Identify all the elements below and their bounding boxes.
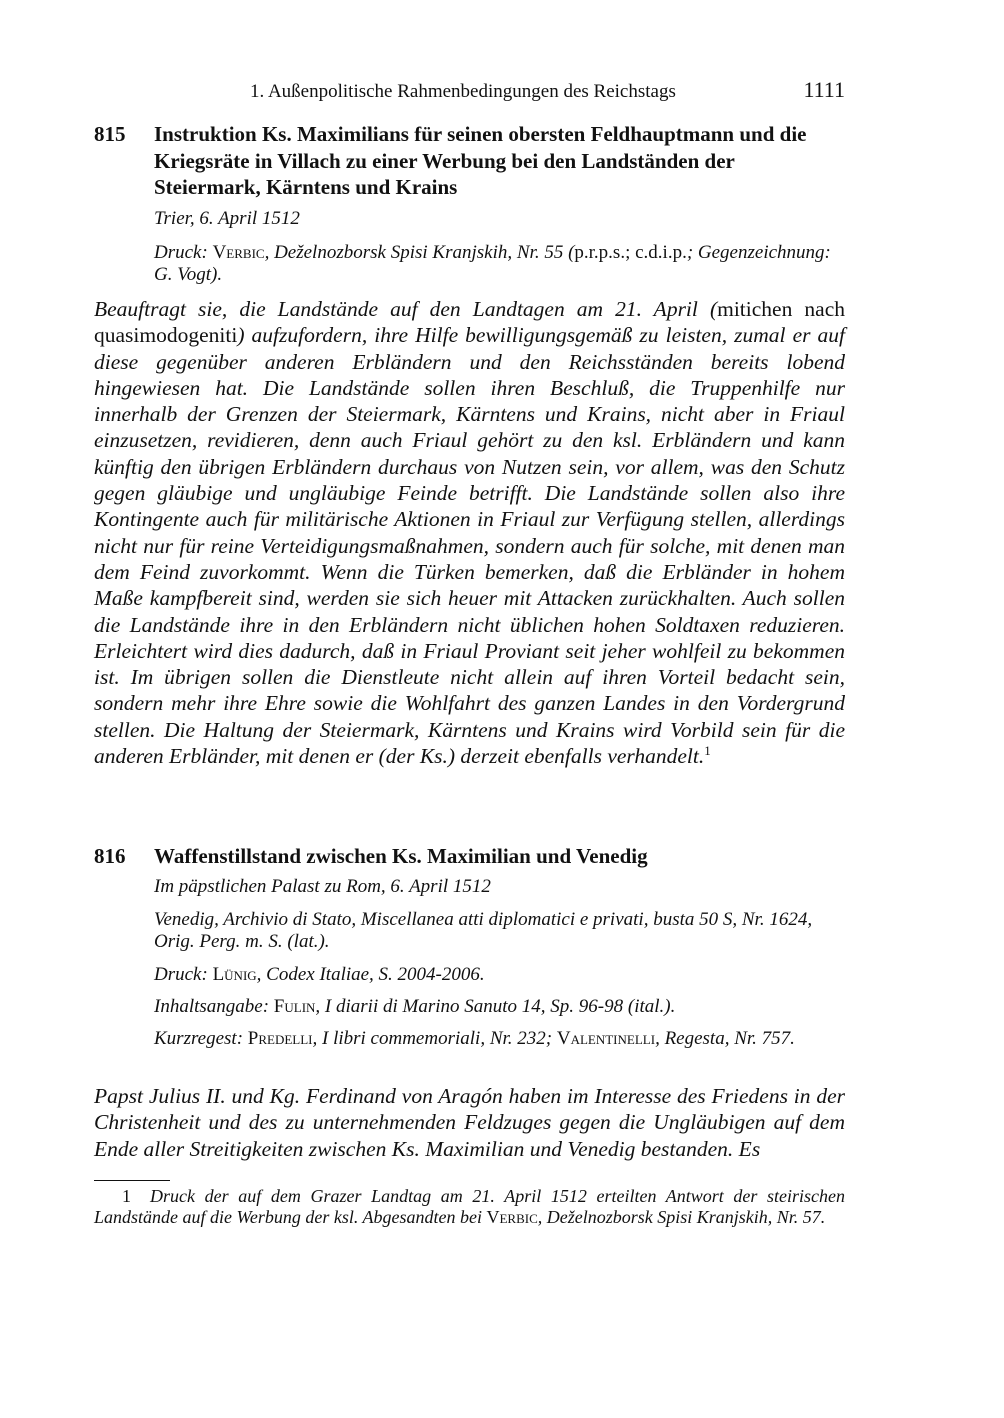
entry-815-heading [94,121,845,201]
entry-816-title: Waffenstillstand zwischen Ks. Maximilian und Venedig [154,844,648,868]
footnote-text: Druck der auf dem Grazer Landtag am 21. April 1512 erteilten Antwort der steirischen Landstände auf die Werbung der ksl. Abgesandten bei [94,1186,845,1227]
regest-text-start: Beauftragt sie, die Landstände auf den Landtagen am 21. April ( [94,297,718,321]
kurz-label: Kurzregest: [154,1028,244,1049]
kurz-author-1: Predelli [247,1028,313,1049]
entry-816-place-date: Im päpstlichen Palast zu Rom, 6. April 1512 [154,876,491,897]
entry-816-kurzregest [154,1028,845,1050]
entry-816-regest: Papst Julius II. und Kg. Ferdinand von Aragón haben im Interesse des Friedens in der Christenheit und des zu unternehmenden Feldzuges gegen die Ungläubigen auf dem Ende aller Streitigkeiten zwischen Ks. Maximilian und Venedig bestanden. Es [94,1084,845,1161]
entry-815-druck [154,242,845,286]
kurz-work-1: , I libri commemoriali, Nr. 232; [312,1028,553,1049]
entry-816-inhaltsangabe [154,996,845,1018]
footnote-author: Verbic [486,1207,538,1227]
druck-label: Druck: [154,242,208,263]
druck-work: , Deželnozborsk Spisi Kranjskih, Nr. 55 ( [264,242,575,263]
entry-815-number: 815 [94,122,126,146]
entry-816-number: 816 [94,844,126,868]
footnote [94,1186,845,1228]
entry-815-regest [94,296,845,769]
entry-816-druck [154,964,845,986]
footnote-rule [94,1180,170,1181]
entry-815-place-date: Trier, 6. April 1512 [154,208,300,229]
regest-date-term: mitichen nach quasimodogeniti [94,297,845,348]
entry-816-archive: Venedig, Archivio di Stato, Miscellanea atti diplomatici e privati, busta 50 S, Nr. 1624, Orig. Perg. m. S. (lat.). [154,909,813,952]
inhalt-work: , I diarii di Marino Sanuto 14, Sp. 96-98 (ital.). [315,996,676,1017]
druck-label: Druck: [154,964,208,985]
druck-marks: p.r.p.s.; c.d.i.p. [574,242,687,263]
druck-author: Lünig [212,964,257,985]
inhalt-label: Inhaltsangabe: [154,996,270,1017]
kurz-work-2: , Regesta, Nr. 757. [655,1028,795,1049]
druck-rest: ; Gegenzeichnung: G. Vogt). [154,242,831,285]
footnote-number: 1 [122,1186,131,1206]
running-head-section: 1. Außenpolitische Rahmenbedingungen des Reichstags [250,81,676,102]
page-number: 1111 [803,77,845,102]
entry-816-heading [94,843,845,870]
druck-author: Verbic [212,242,265,263]
kurz-author-2: Valentinelli [556,1028,656,1049]
footnote-text-end: , Deželnozborsk Spisi Kranjskih, Nr. 57. [537,1207,826,1227]
entry-815-title: Instruktion Ks. Maximilians für seinen obersten Feldhauptmann und die Kriegsräte in Villach zu einer Werbung bei den Landständen der Steiermark, Kärntens und Krains [154,122,807,199]
footnote-reference[interactable]: 1 [704,743,711,759]
inhalt-author: Fulin [273,996,316,1017]
regest-text-rest: ) aufzufordern, ihre Hilfe bewilligungsgemäß zu leisten, zumal er auf diese gegenüber anderen Erbländern und den Reichsständen bereits lobend hingewiesen hat. Die Landstände sollen ihren Beschluß, die Truppenhilfe nur innerhalb der Grenzen der Steiermark, Kärntens und Krains, nicht aber in Friaul einzusetzen, revidieren, denn auch Friaul gehört zu den ksl. Erbländern und kann künftig den übrigen Erbländern durchaus von Nutzen sein, vor allem, was den Schutz gegen gläubige und ungläubige Feinde betrifft. Die Landstände sollen also ihre Kontingente auch für militärische Aktionen in Friaul zur Verfügung stellen, allerdings nicht nur für reine Verteidigungsmaßnahmen, sondern auch für solche, mit denen man dem Feind zuvorkommt. Wenn die Türken bemerken, daß die Erbländer in hohem Maße kampfbereit sind, werden sie sich heuer mit Attacken zurückhalten. Auch sollen die Landstände ihre in den Erbländern nicht üblichen hohen Soldtaxen reduzieren. Erleichtert wird dies dadurch, daß in Friaul Proviant seit jeher wohlfeil zu bekommen ist. Im übrigen sollen die Dienstleute nicht allein auf ihren Vorteil bedacht sein, sondern mehr ihre Ehre sowie die Wohlfahrt des ganzen Landes in den Vordergrund stellen. Die Haltung der Steiermark, Kärntens und Krains wird Vorbild sein für die anderen Erbländer, mit denen er (der Ks.) derzeit ebenfalls verhandelt. [94,323,845,769]
druck-work: , Codex Italiae, S. 2004-2006. [256,964,485,985]
